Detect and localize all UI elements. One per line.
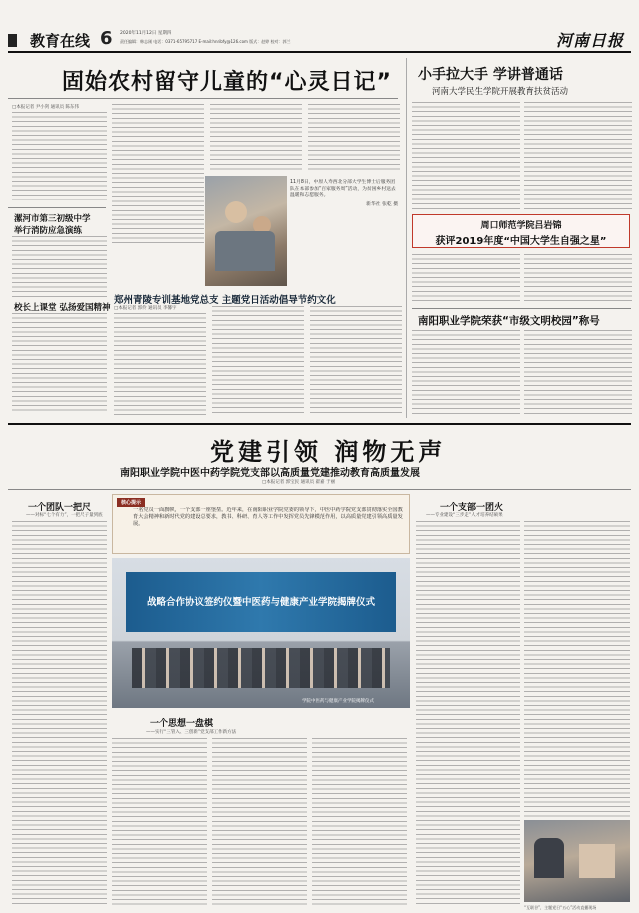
section2-body-col1 [112, 738, 207, 907]
section3-body-col1 [416, 521, 520, 907]
brief1-subtitle: 举行消防应急演练 [14, 226, 83, 236]
section3-body-col2 [524, 521, 630, 817]
newspaper-logo: 河南日报 [556, 31, 625, 50]
right-top-body-col1 [412, 102, 520, 210]
bottom-photo-caption: “互联谷”，主题党日“五心”活动直播现场 [524, 905, 597, 910]
feature-photo [112, 558, 410, 708]
nanyang-body-col1 [412, 330, 520, 416]
brief1-title: 漯河市第三初级中学 [14, 214, 91, 224]
section-title: 教育在线 [30, 32, 91, 50]
masthead-bar-icon [8, 34, 17, 47]
lead-headline: 固始农村留守儿童的“心灵日记” [62, 70, 392, 95]
lead-byline: □本报记者 尹小剑 通讯员 陈东伟 [12, 105, 80, 110]
section3-title: 一个支部一团火 [440, 503, 504, 513]
core-text: 一名党员一面旗帜，一个支部一座堡垒。近年来，在南阳职业学院党委的领导下，中医中药学院党支部贯彻落实全国教育大会精神和新时代党的建设总要求，教书、科研、育人等工作中发挥党员先锋模范作用，以高质量党建引领高质量发展。 [133, 507, 403, 527]
lead-body-col1 [12, 112, 107, 200]
section2-body-col3 [312, 738, 407, 907]
section2-subtitle: ——实行“三管入、三创新”党支部工作新方法 [146, 730, 237, 735]
feature-photo-banner [126, 572, 396, 632]
nanyang-headline: 南阳职业学院荣获“市级文明校园”称号 [418, 315, 600, 327]
section1-subtitle: ——对标“七个有力”，一把尺子量到底 [26, 513, 103, 518]
award-line2: 获评2019年度“中国大学生自强之星” [435, 236, 607, 247]
right-top-subhead: 河南大学民生学院开展教育扶贫活动 [432, 87, 569, 97]
section2-body-col2 [212, 738, 307, 907]
zhengzhou-byline: □本报记者 郭伶 通讯员 李馨宇 [114, 306, 177, 311]
section3-subtitle: ——专业建设“三步走”人才培养结硕果 [426, 513, 503, 518]
zhengzhou-body-col2 [212, 306, 304, 414]
issue-date: 2020年11月12日 星期四 [120, 31, 172, 36]
brief1-body [12, 236, 107, 298]
feature-headline: 党建引领 润物无声 [210, 438, 447, 466]
photo-caption-text: 11月8日，中原人寿西北分部大学生博士后服务团队在本部参加“百家服务周”活动，为贫困乡村送去温暖和志愿服务。 [290, 180, 396, 199]
award-body-col1 [412, 254, 520, 304]
feature-byline: □本报记者 郭宝民 通讯员 翟嘉 于丽 [262, 480, 335, 485]
nanyang-rule [412, 308, 631, 309]
zhengzhou-headline: 郑州青陵专训基地党总支 主题党日活动倡导节约文化 [114, 295, 336, 306]
page-number: 6 [100, 28, 113, 49]
brief2-title: 校长上课堂 弘扬爱国精神 [14, 303, 111, 313]
lead-photo [205, 176, 287, 286]
lead-body-col4 [308, 104, 400, 172]
section2-title: 一个思想一盘棋 [150, 719, 214, 729]
feature-top-rule [8, 423, 631, 425]
masthead-rule [8, 51, 631, 53]
feature-subhead: 南阳职业学院中医中药学院党支部以高质量党建推动教育高质量发展 [120, 468, 420, 479]
right-top-body-col2 [524, 102, 632, 210]
award-box [412, 214, 630, 248]
award-line1: 周口师范学院吕岩锦 [480, 221, 562, 231]
lead-rule [8, 98, 398, 99]
lead-body-col3 [210, 104, 302, 172]
lead-body-col2 [112, 104, 204, 244]
right-top-headline: 小手拉大手 学讲普通话 [418, 67, 563, 83]
banner-text: 战略合作协议签约仪暨中医药与健康产业学院揭牌仪式 [146, 597, 375, 608]
core-label: 核心提示 [117, 498, 145, 507]
lead-photo-caption [290, 180, 398, 208]
nanyang-body-col2 [524, 330, 632, 416]
award-body-col2 [524, 254, 632, 304]
section1-body [12, 521, 107, 907]
brief-rule-1 [8, 207, 106, 208]
feature-rule [8, 489, 631, 490]
section1-title: 一个团队一把尺 [28, 503, 92, 513]
feature-photo-credit: 学院中医药与健康产业学院揭牌仪式 [302, 699, 374, 704]
core-box [112, 494, 410, 554]
photo-credit: 新华社 张乾 摄 [366, 201, 398, 207]
zhengzhou-body-col1 [114, 313, 206, 415]
brief2-body [12, 313, 107, 413]
bottom-photo [524, 820, 630, 902]
issue-credits: 责任编辑：韩志刚 电话：0371-65795717 E-mail:hnribfy@126.com 版式：赵婷 校对：郭兰 [120, 39, 291, 44]
zhengzhou-body-col3 [310, 306, 402, 414]
column-divider [406, 58, 407, 418]
